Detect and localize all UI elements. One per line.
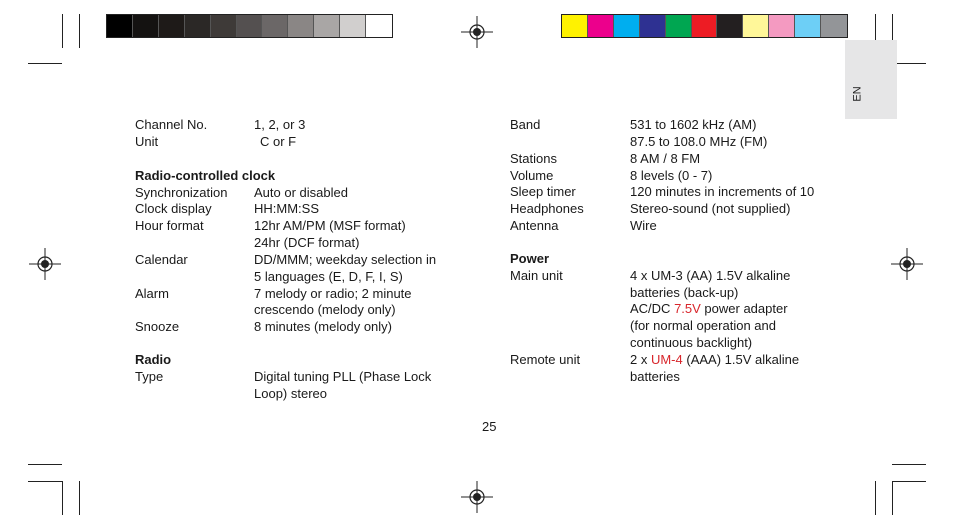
antenna-label: Antenna [510,218,559,233]
color-swatch [262,15,288,37]
crop-mark [79,481,80,515]
highlighted-battery-type: UM-4 [650,352,683,367]
remote-unit-label: Remote unit [510,352,581,367]
crop-mark [892,63,926,64]
alarm-value: crescendo (melody only) [254,302,396,317]
color-swatch [185,15,211,37]
crop-mark [62,14,63,48]
remote-unit-value: batteries [630,369,680,384]
main-unit-label: Main unit [510,268,563,283]
color-swatch [795,15,821,37]
color-swatch [821,15,847,37]
channel-value: 1, 2, or 3 [254,117,306,132]
snooze-value: 8 minutes (melody only) [254,319,392,334]
language-tab [845,40,897,119]
sync-label: Synchronization [135,185,228,200]
hour-format-value: 24hr (DCF format) [254,235,360,250]
crop-mark [28,464,62,465]
crop-mark [28,481,62,482]
color-swatch [159,15,185,37]
text-run: 2 x [630,352,651,367]
crop-mark [79,14,80,48]
type-value: Digital tuning PLL (Phase Lock [254,369,432,384]
color-swatch [743,15,769,37]
clock-display-value: HH:MM:SS [254,201,319,216]
crop-mark [892,481,893,515]
volume-label: Volume [510,168,554,183]
main-unit-value: (for normal operation and [630,318,776,333]
text-run: (AAA) 1.5V alkaline [682,352,800,367]
page-number: 25 [482,419,497,434]
remote-unit-value [630,351,799,368]
color-swatch [717,15,743,37]
power-heading: Power [510,251,550,266]
color-swatch [588,15,614,37]
band-value: 531 to 1602 kHz (AM) [630,117,757,132]
grayscale-color-bar [106,14,393,38]
registration-mark-icon [891,248,923,280]
color-swatch [614,15,640,37]
registration-mark-icon [461,481,493,513]
text-run: AC/DC [630,301,675,316]
alarm-label: Alarm [135,286,169,301]
color-swatch [107,15,133,37]
radio-clock-heading: Radio-controlled clock [135,168,276,183]
channel-label: Channel No. [135,117,208,132]
hour-format-value: 12hr AM/PM (MSF format) [254,218,406,233]
color-swatch [769,15,795,37]
crop-mark [875,481,876,515]
clock-display-label: Clock display [135,201,212,216]
type-value: Loop) stereo [254,386,327,401]
registration-mark-icon [461,16,493,48]
band-value: 87.5 to 108.0 MHz (FM) [630,134,768,149]
language-tab-label: EN [851,86,864,102]
snooze-label: Snooze [135,319,180,334]
registration-mark-icon [29,248,61,280]
color-swatch [211,15,237,37]
color-swatch [666,15,692,37]
color-swatch [237,15,263,37]
cmyk-color-bar [561,14,848,38]
crop-mark [62,481,63,515]
band-label: Band [510,117,541,132]
crop-mark [892,464,926,465]
calendar-label: Calendar [135,252,188,267]
color-swatch [133,15,159,37]
radio-heading: Radio [135,352,172,367]
hour-format-label: Hour format [135,218,204,233]
crop-mark [28,63,62,64]
color-swatch [562,15,588,37]
color-swatch [692,15,718,37]
main-unit-value: batteries (back-up) [630,285,739,300]
main-unit-value: continuous backlight) [630,335,753,350]
volume-value: 8 levels (0 - 7) [630,168,713,183]
type-label: Type [135,369,164,384]
sync-value: Auto or disabled [254,185,348,200]
stations-label: Stations [510,151,557,166]
stations-value: 8 AM / 8 FM [630,151,701,166]
sleep-timer-value: 120 minutes in increments of 10 [630,184,815,199]
main-unit-value: 4 x UM-3 (AA) 1.5V alkaline [630,268,791,283]
unit-value: C or F [260,134,297,149]
antenna-value: Wire [630,218,657,233]
highlighted-voltage: 7.5V [674,301,701,316]
main-unit-value [630,300,788,317]
color-swatch [340,15,366,37]
color-swatch [288,15,314,37]
unit-label: Unit [135,134,159,149]
alarm-value: 7 melody or radio; 2 minute [254,286,412,301]
headphones-label: Headphones [510,201,584,216]
sleep-timer-label: Sleep timer [510,184,576,199]
text-run: power adapter [700,301,788,316]
color-swatch [314,15,340,37]
calendar-value: DD/MMM; weekday selection in [254,252,437,267]
color-swatch [366,15,392,37]
headphones-value: Stereo-sound (not supplied) [630,201,791,216]
calendar-value: 5 languages (E, D, F, I, S) [254,269,403,284]
color-swatch [640,15,666,37]
crop-mark [892,481,926,482]
